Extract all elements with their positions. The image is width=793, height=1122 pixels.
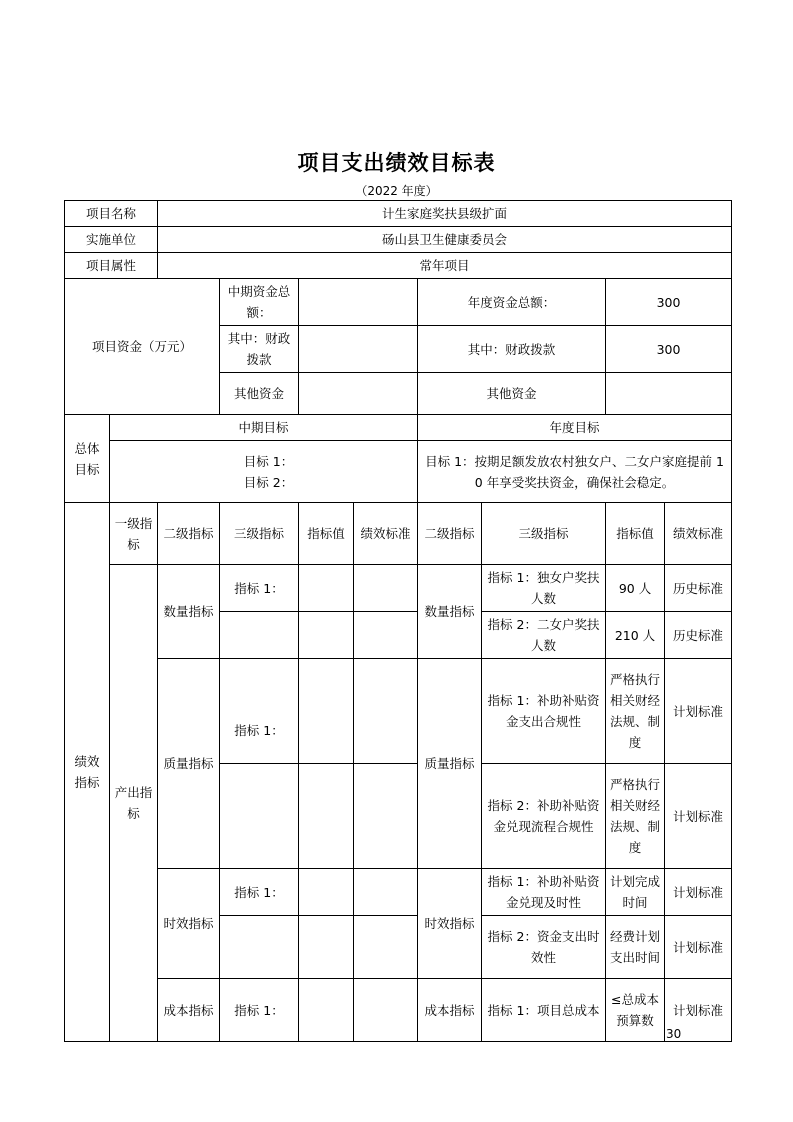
mid-goal-header: 中期目标 — [110, 415, 418, 441]
empty-cell — [354, 869, 418, 916]
timeliness-value-1: 计划完成时间 — [606, 869, 665, 916]
empty-cell — [354, 764, 418, 869]
quality-label: 质量指标 — [158, 659, 220, 869]
value-header: 指标值 — [299, 503, 354, 565]
page-title: 项目支出绩效目标表 — [297, 151, 496, 175]
standard-header: 绩效标准 — [354, 503, 418, 565]
page-number: 30 — [666, 1027, 682, 1041]
implementing-unit-value: 砀山县卫生健康委员会 — [158, 227, 732, 253]
empty-cell — [299, 612, 354, 659]
annual-cost-label: 成本指标 — [418, 979, 482, 1042]
empty-cell — [299, 869, 354, 916]
empty-cell — [354, 612, 418, 659]
mid-cost-indicator: 指标 1： — [220, 979, 299, 1042]
project-attribute-value: 常年项目 — [158, 253, 732, 279]
annual-other-funds-label: 其他资金 — [418, 373, 606, 415]
table-row — [65, 979, 732, 1042]
mid-other-funds-label: 其他资金 — [220, 373, 299, 415]
cost-indicator-1: 指标 1：项目总成本 — [482, 979, 606, 1042]
cost-label: 成本指标 — [158, 979, 220, 1042]
table-row — [65, 659, 732, 764]
empty-cell — [220, 916, 299, 979]
timeliness-standard-2: 计划标准 — [665, 916, 732, 979]
mid-total-funds-value — [299, 279, 418, 326]
timeliness-standard-1: 计划标准 — [665, 869, 732, 916]
quantity-standard-2: 历史标准 — [665, 612, 732, 659]
cost-value-1: ≤总成本预算数 — [606, 979, 665, 1042]
annual-fiscal-funds-value: 300 — [606, 326, 732, 373]
performance-table — [64, 200, 732, 1042]
level2-header: 二级指标 — [158, 503, 220, 565]
mid-quality-indicator: 指标 1： — [220, 659, 299, 764]
annual-level3-header: 三级指标 — [482, 503, 606, 565]
annual-goal-header: 年度目标 — [418, 415, 732, 441]
quantity-label: 数量指标 — [158, 565, 220, 659]
empty-cell — [354, 659, 418, 764]
timeliness-indicator-1: 指标 1：补助补贴资金兑现及时性 — [482, 869, 606, 916]
level3-header: 三级指标 — [220, 503, 299, 565]
annual-other-funds-value — [606, 373, 732, 415]
mid-quantity-indicator: 指标 1： — [220, 565, 299, 612]
timeliness-value-2: 经费计划支出时间 — [606, 916, 665, 979]
annual-level2-header: 二级指标 — [418, 503, 482, 565]
empty-cell — [299, 916, 354, 979]
empty-cell — [220, 612, 299, 659]
implementing-unit-label: 实施单位 — [65, 227, 158, 253]
annual-fiscal-funds-label: 其中：财政拨款 — [418, 326, 606, 373]
empty-cell — [299, 979, 354, 1042]
empty-cell — [354, 565, 418, 612]
empty-cell — [299, 659, 354, 764]
table-row — [65, 441, 732, 503]
quantity-indicator-2: 指标 2：二女户奖扶人数 — [482, 612, 606, 659]
quantity-indicator-1: 指标 1：独女户奖扶人数 — [482, 565, 606, 612]
project-name-value: 计生家庭奖扶县级扩面 — [158, 201, 732, 227]
annual-timeliness-label: 时效指标 — [418, 869, 482, 979]
annual-goal-text: 目标 1：按期足额发放农村独女户、二女户家庭提前 10 年享受奖扶资金，确保社会稳定。 — [418, 441, 732, 503]
mid-timeliness-indicator: 指标 1： — [220, 869, 299, 916]
cost-standard-1: 计划标准 — [665, 979, 732, 1042]
quality-value-1: 严格执行相关财经法规、制度 — [606, 659, 665, 764]
mid-total-funds-label: 中期资金总额： — [220, 279, 299, 326]
mid-other-funds-value — [299, 373, 418, 415]
timeliness-label: 时效指标 — [158, 869, 220, 979]
project-name-label: 项目名称 — [65, 201, 158, 227]
annual-standard-header: 绩效标准 — [665, 503, 732, 565]
quantity-value-1: 90 人 — [606, 565, 665, 612]
table-row — [65, 253, 732, 279]
table-row — [65, 565, 732, 612]
table-row — [65, 503, 732, 565]
overall-goals-label: 总体目标 — [65, 415, 110, 503]
annual-total-funds-value: 300 — [606, 279, 732, 326]
quality-indicator-1: 指标 1：补助补贴资金支出合规性 — [482, 659, 606, 764]
empty-cell — [220, 764, 299, 869]
annual-value-header: 指标值 — [606, 503, 665, 565]
project-attribute-label: 项目属性 — [65, 253, 158, 279]
empty-cell — [299, 565, 354, 612]
table-row — [65, 869, 732, 916]
output-indicators-label: 产出指标 — [110, 565, 158, 1042]
mid-fiscal-funds-label: 其中：财政拨款 — [220, 326, 299, 373]
level1-header: 一级指标 — [110, 503, 158, 565]
annual-quantity-label: 数量指标 — [418, 565, 482, 659]
annual-total-funds-label: 年度资金总额： — [418, 279, 606, 326]
performance-indicators-label: 绩效指标 — [65, 503, 110, 1042]
table-row — [65, 201, 732, 227]
quantity-standard-1: 历史标准 — [665, 565, 732, 612]
mid-goal-1: 目标 1： — [243, 453, 294, 469]
mid-goal-2: 目标 2： — [243, 474, 294, 490]
quality-standard-2: 计划标准 — [665, 764, 732, 869]
table-row — [65, 227, 732, 253]
quality-standard-1: 计划标准 — [665, 659, 732, 764]
quality-indicator-2: 指标 2：补助补贴资金兑现流程合规性 — [482, 764, 606, 869]
quality-value-2: 严格执行相关财经法规、制度 — [606, 764, 665, 869]
empty-cell — [299, 764, 354, 869]
project-funds-label: 项目资金（万元） — [65, 279, 220, 415]
quantity-value-2: 210 人 — [606, 612, 665, 659]
empty-cell — [354, 916, 418, 979]
mid-goals — [110, 441, 418, 503]
annual-quality-label: 质量指标 — [418, 659, 482, 869]
table-row — [65, 279, 732, 326]
table-row — [65, 415, 732, 441]
empty-cell — [354, 979, 418, 1042]
mid-fiscal-funds-value — [299, 326, 418, 373]
page-subtitle: （2022 年度） — [355, 184, 438, 198]
timeliness-indicator-2: 指标 2：资金支出时效性 — [482, 916, 606, 979]
